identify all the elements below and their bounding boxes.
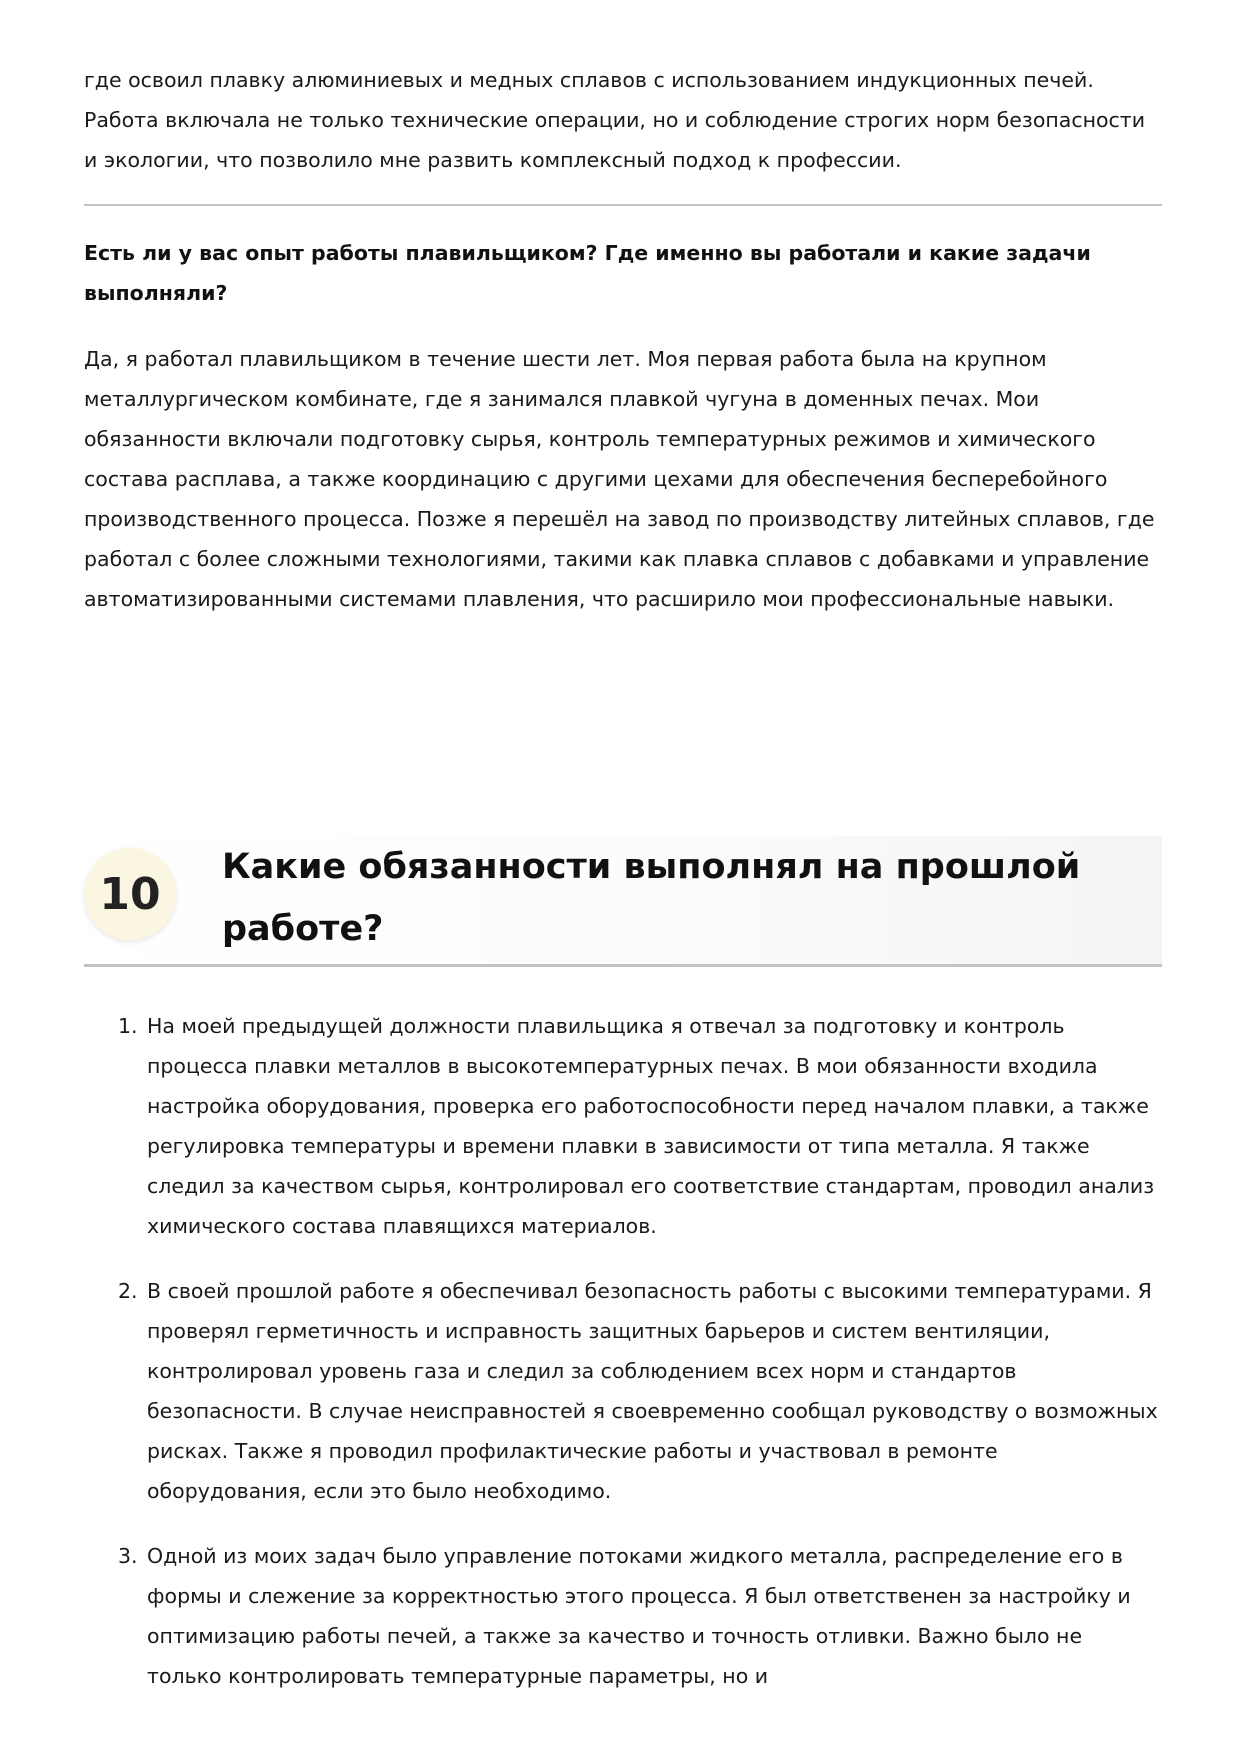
section-number-badge: 10 [84, 848, 176, 940]
section-header-divider [84, 964, 1162, 967]
list-item-text: На моей предыдущей должности плавильщика я отвечал за подготовку и контроль процесса плавки металлов в высокотемпературных печах. В мои обязанности входила настройка оборудования, проверка его работоспособности перед началом плавки, а также регулировка температуры и времени плавки в зависимости от типа металла. Я также следил за качеством сырья, контролировал его соответствие стандартам, проводил анализ химического состава плавящихся материалов. [147, 1014, 1155, 1238]
list-item-number: 3. [118, 1544, 138, 1568]
list-item [84, 1271, 1162, 1511]
list-item [84, 1536, 1162, 1696]
question-heading: Есть ли у вас опыт работы плавильщиком? Где именно вы работали и какие задачи выполняли? [84, 241, 1091, 305]
divider [84, 204, 1162, 206]
list-item [84, 1006, 1162, 1246]
answer-list [84, 1006, 1162, 1721]
intro-paragraph: где освоил плавку алюминиевых и медных сплавов с использованием индукционных печей. Работа включала не только технические операции, но и соблюдение строгих норм безопасности и экологии, что позволило мне развить комплексный подход к профессии. [84, 68, 1146, 172]
list-item-text: В своей прошлой работе я обеспечивал безопасность работы с высокими температурами. Я проверял герметичность и исправность защитных барьеров и систем вентиляции, контролировал уровень газа и следил за соблюдением всех норм и стандартов безопасности. В случае неисправностей я своевременно сообщал руководству о возможных рисках. Также я проводил профилактические работы и участвовал в ремонте оборудования, если это было необходимо. [147, 1279, 1158, 1503]
section-title: Какие обязанности выполнял на прошлой работе? [222, 847, 1081, 949]
list-item-number: 2. [118, 1279, 138, 1303]
list-item-text: Одной из моих задач было управление потоками жидкого металла, распределение его в формы и слежение за корректностью этого процесса. Я был ответственен за настройку и оптимизацию работы печей, а также за качество и точность отливки. Важно было не только контролировать температурные параметры, но и [147, 1544, 1131, 1688]
answer-paragraph: Да, я работал плавильщиком в течение шести лет. Моя первая работа была на крупном металлургическом комбинате, где я занимался плавкой чугуна в доменных печах. Мои обязанности включали подготовку сырья, контроль температурных режимов и химического состава расплава, а также координацию с другими цехами для обеспечения бесперебойного производственного процесса. Позже я перешёл на завод по производству литейных сплавов, где работал с более сложными технологиями, такими как плавка сплавов с добавками и управление автоматизированными системами плавления, что расширило мои профессиональные навыки. [84, 347, 1155, 611]
list-item-number: 1. [118, 1014, 138, 1038]
